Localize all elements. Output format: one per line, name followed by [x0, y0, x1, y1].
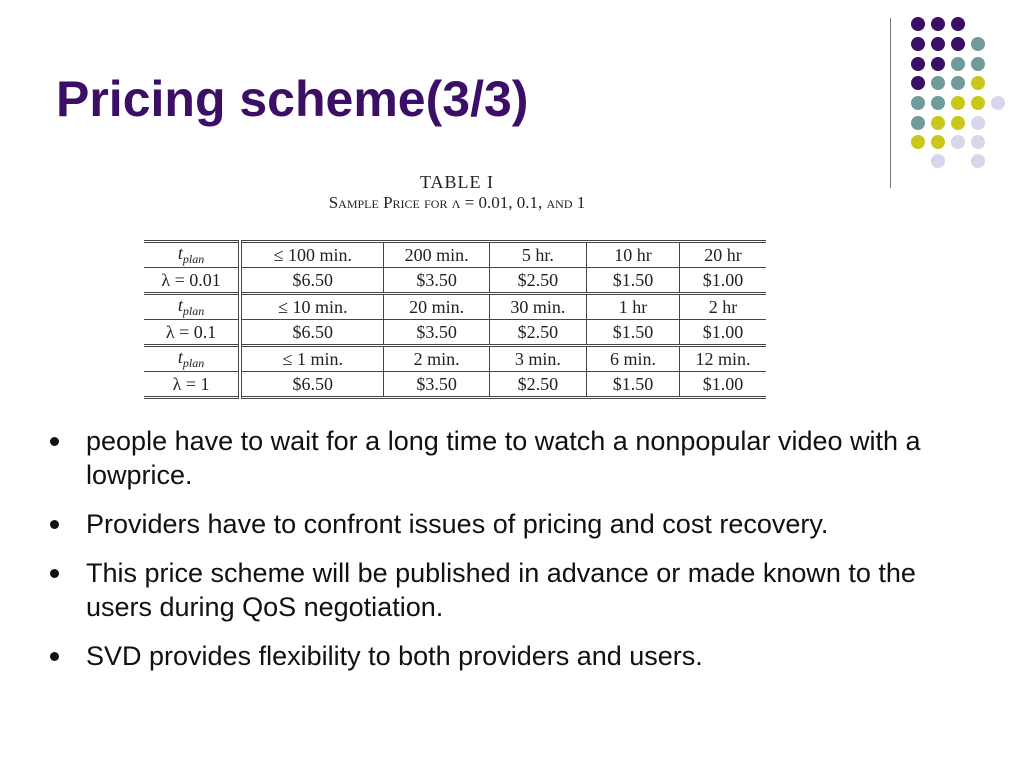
- decor-dot: [971, 154, 985, 168]
- table-cell: 6 min.: [586, 346, 679, 372]
- decor-dot: [931, 17, 945, 31]
- bullet-icon: [50, 437, 59, 446]
- decor-dot: [951, 116, 965, 130]
- table-number: TABLE I: [419, 172, 495, 192]
- decor-dot: [931, 57, 945, 71]
- table-caption: [272, 172, 642, 214]
- table-cell: ≤ 1 min.: [240, 346, 384, 372]
- decor-dot: [951, 76, 965, 90]
- lambda-label: λ = 0.1: [144, 320, 240, 346]
- table-cell: $2.50: [489, 372, 586, 398]
- decor-dot: [931, 37, 945, 51]
- table-cell: 5 hr.: [489, 242, 586, 268]
- decor-dot: [931, 135, 945, 149]
- table-cell: 1 hr: [586, 294, 679, 320]
- lambda-label: λ = 0.01: [144, 268, 240, 294]
- decor-dot: [931, 116, 945, 130]
- table-cell: $6.50: [240, 372, 384, 398]
- table-cell: $3.50: [384, 268, 489, 294]
- table-cell: $2.50: [489, 268, 586, 294]
- table-cell: 20 min.: [384, 294, 489, 320]
- table-cell: ≤ 100 min.: [240, 242, 384, 268]
- bullet-item: [48, 424, 968, 492]
- bullet-item: [48, 507, 968, 541]
- table-row-price: [144, 320, 766, 346]
- table-cell: $1.50: [586, 268, 679, 294]
- decor-dot: [971, 135, 985, 149]
- bullet-item: [48, 556, 968, 624]
- lambda-label: λ = 1: [144, 372, 240, 398]
- decor-dot: [951, 17, 965, 31]
- bullet-text: people have to wait for a long time to watch a nonpopular video with a lowprice.: [86, 426, 921, 490]
- decor-dot: [911, 17, 925, 31]
- decor-dot: [971, 96, 985, 110]
- bullet-icon: [50, 520, 59, 529]
- decor-dot: [991, 96, 1005, 110]
- decor-dot: [971, 37, 985, 51]
- table-title: Sample Price for λ = 0.01, 0.1, and 1: [328, 193, 586, 212]
- table-row-price: [144, 268, 766, 294]
- t-plan-label: $t_{plan}$: [144, 242, 240, 268]
- table-cell: $1.00: [680, 320, 766, 346]
- t-plan-label: $t_{plan}$: [144, 346, 240, 372]
- table-cell: $6.50: [240, 268, 384, 294]
- decor-dot: [931, 76, 945, 90]
- bullet-text: SVD provides flexibility to both providers and users.: [86, 641, 703, 671]
- decor-dot: [971, 57, 985, 71]
- decor-dot: [931, 154, 945, 168]
- table-cell: $3.50: [384, 372, 489, 398]
- table-cell: ≤ 10 min.: [240, 294, 384, 320]
- decor-dot: [911, 96, 925, 110]
- decor-dot: [951, 135, 965, 149]
- decor-dot: [911, 116, 925, 130]
- price-table: [144, 240, 766, 399]
- decor-dot: [911, 135, 925, 149]
- bullet-item: [48, 639, 968, 673]
- table-cell: $1.00: [680, 372, 766, 398]
- decor-dot: [911, 57, 925, 71]
- bullet-icon: [50, 569, 59, 578]
- decor-dot: [971, 116, 985, 130]
- bullet-icon: [50, 652, 59, 661]
- bullet-list: [48, 424, 968, 688]
- table-row-duration: [144, 294, 766, 320]
- vertical-divider: [890, 18, 891, 188]
- decor-dot: [911, 37, 925, 51]
- table-cell: $2.50: [489, 320, 586, 346]
- decor-dot: [951, 37, 965, 51]
- table-cell: $1.00: [680, 268, 766, 294]
- table-cell: $6.50: [240, 320, 384, 346]
- table-cell: $1.50: [586, 320, 679, 346]
- decor-dot: [931, 96, 945, 110]
- table-row-duration: [144, 346, 766, 372]
- table-cell: 30 min.: [489, 294, 586, 320]
- table-cell: 2 min.: [384, 346, 489, 372]
- decor-dot: [971, 76, 985, 90]
- table-cell: 12 min.: [680, 346, 766, 372]
- table-cell: 3 min.: [489, 346, 586, 372]
- decor-dot: [911, 76, 925, 90]
- slide-title: Pricing scheme(3/3): [56, 71, 529, 127]
- bullet-text: Providers have to confront issues of pricing and cost recovery.: [86, 509, 829, 539]
- table-row-duration: [144, 242, 766, 268]
- table-cell: 200 min.: [384, 242, 489, 268]
- table-cell: 20 hr: [680, 242, 766, 268]
- table-row-price: [144, 372, 766, 398]
- bullet-text: This price scheme will be published in advance or made known to the users during QoS negotiation.: [86, 558, 916, 622]
- t-plan-label: $t_{plan}$: [144, 294, 240, 320]
- table-cell: $3.50: [384, 320, 489, 346]
- decor-dot: [951, 96, 965, 110]
- table-cell: 10 hr: [586, 242, 679, 268]
- table-cell: 2 hr: [680, 294, 766, 320]
- table-cell: $1.50: [586, 372, 679, 398]
- decor-dot: [951, 57, 965, 71]
